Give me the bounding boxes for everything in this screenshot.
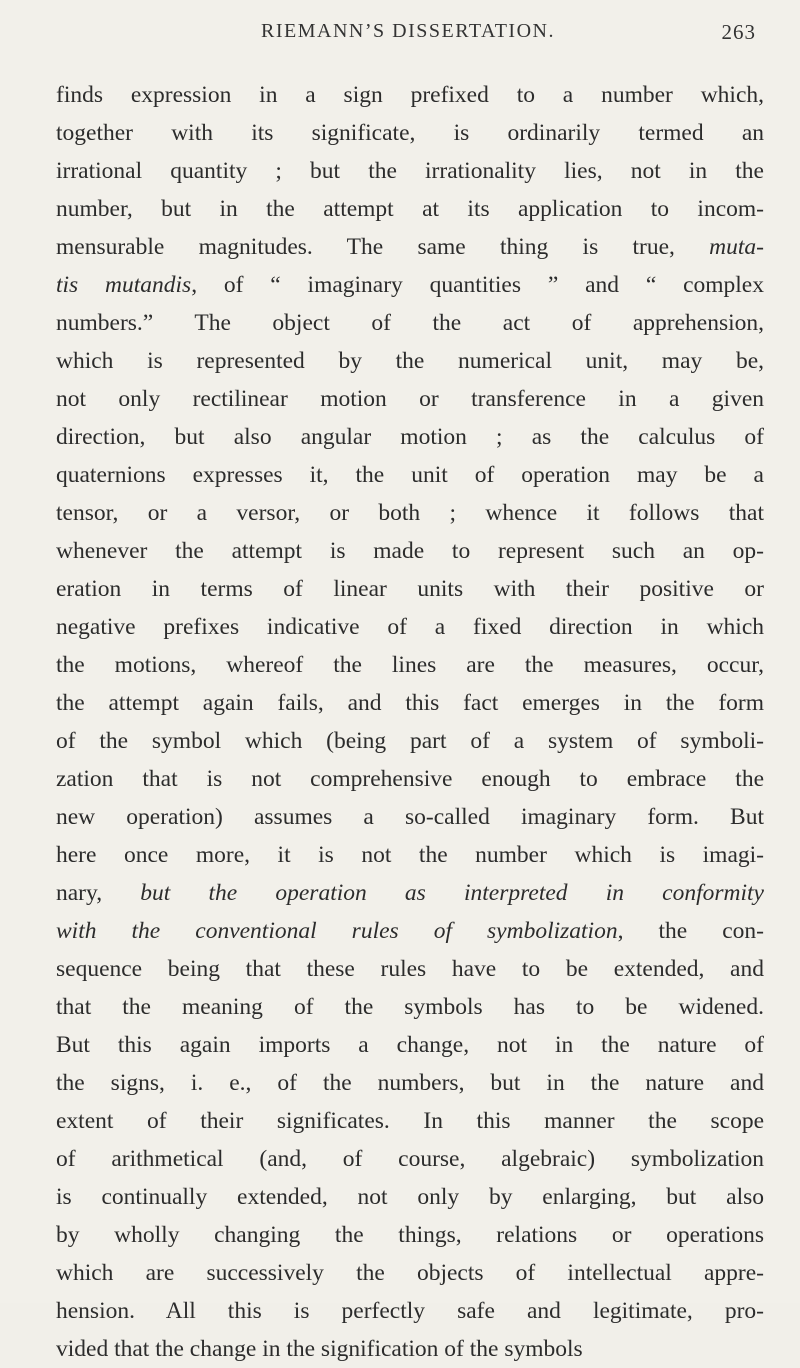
text-segment: quaternions expresses it, the unit of operation may be a (56, 462, 764, 488)
text-segment: the signs, i. e., of the numbers, but in the nature and (56, 1070, 764, 1096)
text-segment: number, but in the attempt at its application to incom- (56, 196, 764, 222)
text-line (56, 1178, 764, 1216)
text-segment: zation that is not comprehensive enough to embrace the (56, 766, 764, 792)
text-segment: new operation) assumes a so-called imaginary form. But (56, 804, 764, 830)
text-line (56, 190, 764, 228)
text-segment: by wholly changing the things, relations or operations (56, 1222, 764, 1248)
italic-text: tis mutandis (56, 272, 192, 298)
text-segment: mensurable magnitudes. The same thing is true, (56, 234, 710, 260)
text-line (56, 342, 764, 380)
text-segment: sequence being that these rules have to be extended, and (56, 956, 764, 982)
text-segment: the motions, whereof the lines are the measures, occur, (56, 652, 764, 678)
text-line (56, 798, 764, 836)
running-head (56, 20, 760, 54)
text-line (56, 988, 764, 1026)
text-segment: direction, but also angular motion ; as the calculus of (56, 424, 764, 450)
text-line (56, 1254, 764, 1292)
text-line (56, 950, 764, 988)
text-line (56, 1292, 764, 1330)
text-line (56, 304, 764, 342)
text-line (56, 532, 764, 570)
text-segment: together with its significate, is ordinarily termed an (56, 120, 764, 146)
italic-text: muta- (709, 234, 764, 260)
text-line (56, 380, 764, 418)
italic-text: with the conventional rules of symbolization (56, 918, 618, 944)
text-segment: , of “ imaginary quantities ” and “ complex (191, 272, 764, 298)
text-segment: finds expression in a sign prefixed to a number which, (56, 82, 764, 108)
text-line (56, 418, 764, 456)
text-line (56, 76, 764, 114)
text-segment: negative prefixes indicative of a fixed direction in which (56, 614, 764, 640)
italic-text: but the operation as interpreted in conformity (140, 880, 764, 906)
text-line (56, 1140, 764, 1178)
text-line (56, 760, 764, 798)
text-segment: of arithmetical (and, of course, algebraic) symbolization (56, 1146, 764, 1172)
text-segment: of the symbol which (being part of a system of symboli- (56, 728, 764, 754)
page-number: 263 (721, 20, 756, 44)
text-line (56, 1064, 764, 1102)
running-title: RIEMANN’S DISSERTATION. (261, 20, 555, 42)
body-text (56, 76, 764, 1368)
text-segment: eration in terms of linear units with their positive or (56, 576, 764, 602)
text-line (56, 646, 764, 684)
text-segment: numbers.” The object of the act of apprehension, (56, 310, 764, 336)
text-segment: But this again imports a change, not in the nature of (56, 1032, 764, 1058)
text-line (56, 1102, 764, 1140)
text-line (56, 722, 764, 760)
text-line (56, 912, 764, 950)
text-line (56, 228, 764, 266)
text-segment: which is represented by the numerical unit, may be, (56, 348, 764, 374)
text-segment: here once more, it is not the number which is imagi- (56, 842, 764, 868)
text-segment: extent of their significates. In this manner the scope (56, 1108, 764, 1134)
text-segment: vided that the change in the signification of the symbols (56, 1336, 583, 1362)
text-line (56, 836, 764, 874)
text-line (56, 114, 764, 152)
text-line (56, 608, 764, 646)
text-line (56, 1330, 764, 1368)
text-line (56, 494, 764, 532)
text-segment: that the meaning of the symbols has to be widened. (56, 994, 764, 1020)
text-segment: hension. All this is perfectly safe and legitimate, pro- (56, 1298, 764, 1324)
text-line (56, 1216, 764, 1254)
text-line (56, 570, 764, 608)
text-line (56, 1026, 764, 1064)
text-line (56, 152, 764, 190)
text-segment: whenever the attempt is made to represent such an op- (56, 538, 764, 564)
text-segment: nary, (56, 880, 141, 906)
text-segment: irrational quantity ; but the irrationality lies, not in the (56, 158, 764, 184)
text-segment: the attempt again fails, and this fact emerges in the form (56, 690, 764, 716)
text-line (56, 874, 764, 912)
text-line (56, 684, 764, 722)
text-line (56, 266, 764, 304)
text-segment: is continually extended, not only by enlarging, but also (56, 1184, 764, 1210)
text-segment: not only rectilinear motion or transference in a given (56, 386, 764, 412)
text-segment: which are successively the objects of intellectual appre- (56, 1260, 764, 1286)
text-line (56, 456, 764, 494)
text-segment: tensor, or a versor, or both ; whence it follows that (56, 500, 764, 526)
text-segment: , the con- (617, 918, 764, 944)
